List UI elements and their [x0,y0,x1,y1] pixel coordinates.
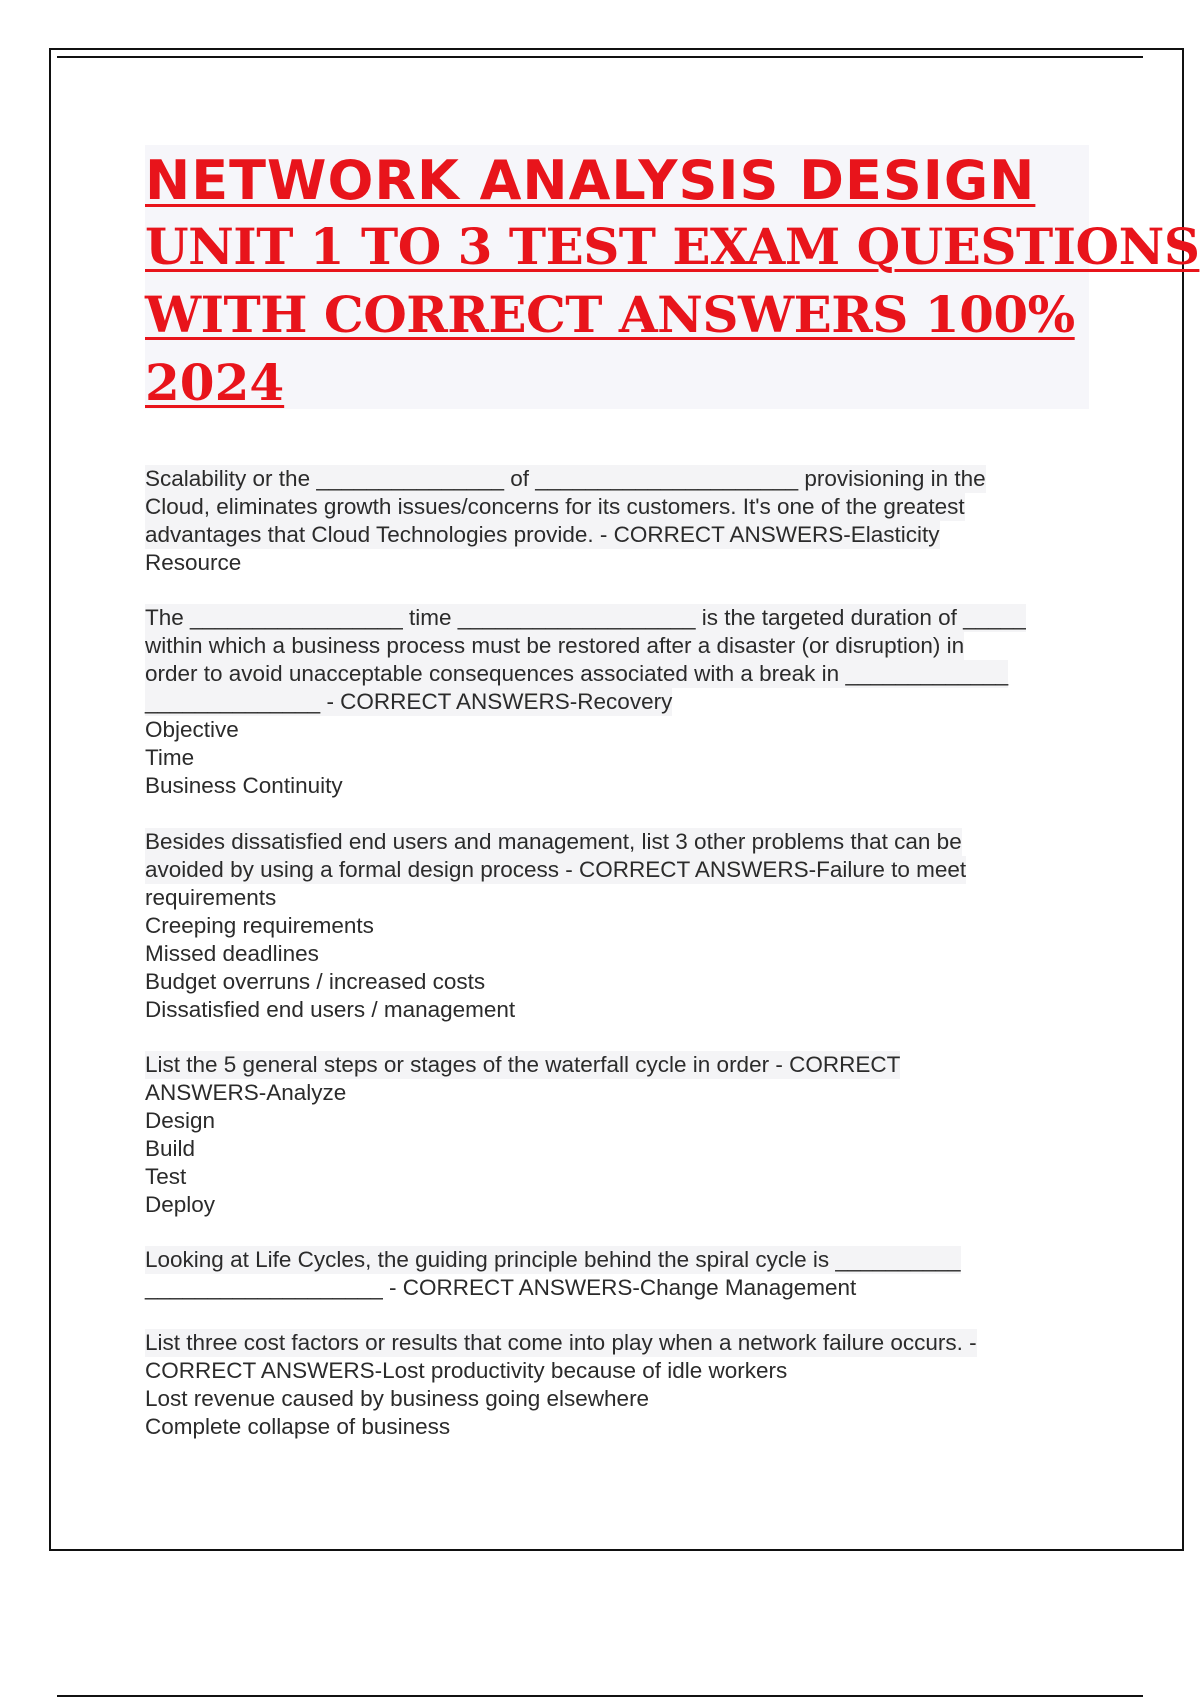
qa-line: Besides dissatisfied end users and management, list 3 other problems that can be [145,829,962,854]
qa-line: ___________________ - CORRECT ANSWERS-Change Management [145,1275,857,1300]
qa-line: Cloud, eliminates growth issues/concerns for its customers. It's one of the greatest [145,494,965,519]
qa-line: ______________ - CORRECT ANSWERS-Recovery [145,689,673,714]
qa-item-1 [145,465,1065,577]
top-rule [57,56,1143,58]
qa-item-4 [145,1051,1065,1219]
qa-line: avoided by using a formal design process - CORRECT ANSWERS-Failure to meet [145,857,967,882]
qa-item-6 [145,1329,1065,1441]
qa-line: Complete collapse of business [145,1414,451,1439]
qa-line: Build [145,1136,196,1161]
qa-line: Objective [145,717,239,742]
qa-line: Design [145,1108,216,1133]
qa-line: Looking at Life Cycles, the guiding principle behind the spiral cycle is __________ [145,1247,961,1272]
qa-line: within which a business process must be restored after a disaster (or disruption) in [145,633,965,658]
qa-item-5 [145,1246,1065,1302]
title-line-3: WITH CORRECT ANSWERS 100% [145,285,1075,344]
qa-line: Dissatisfied end users / management [145,997,516,1022]
qa-item-3 [145,828,1065,1024]
qa-line: order to avoid unacceptable consequences associated with a break in _____________ [145,661,1009,686]
qa-line: Business Continuity [145,773,343,798]
bottom-rule [57,1695,1143,1697]
title-line-1: NETWORK ANALYSIS DESIGN [145,149,1036,212]
qa-line: Missed deadlines [145,941,319,966]
qa-line: List three cost factors or results that come into play when a network failure occurs. - [145,1330,977,1355]
title-line-2: UNIT 1 TO 3 TEST EXAM QUESTIONS [145,217,1200,276]
qa-line: CORRECT ANSWERS-Lost productivity because of idle workers [145,1358,788,1383]
qa-line: List the 5 general steps or stages of the waterfall cycle in order - CORRECT [145,1052,901,1077]
qa-line: Time [145,745,195,770]
qa-line: Test [145,1164,187,1189]
qa-line: Creeping requirements [145,913,374,938]
qa-line: advantages that Cloud Technologies provide. - CORRECT ANSWERS-Elasticity [145,522,940,547]
qa-line: Resource [145,550,242,575]
qa-line: The _________________ time ___________________ is the targeted duration of _____ [145,605,1026,630]
title-line-4: 2024 [145,353,285,412]
qa-line: ANSWERS-Analyze [145,1080,347,1105]
qa-line: requirements [145,885,277,910]
qa-line: Budget overruns / increased costs [145,969,486,994]
qa-line: Lost revenue caused by business going elsewhere [145,1386,650,1411]
qa-item-2 [145,604,1065,800]
qa-line: Scalability or the _______________ of _____________________ provisioning in the [145,466,986,491]
qa-line: Deploy [145,1192,216,1217]
document-title [145,145,1200,412]
